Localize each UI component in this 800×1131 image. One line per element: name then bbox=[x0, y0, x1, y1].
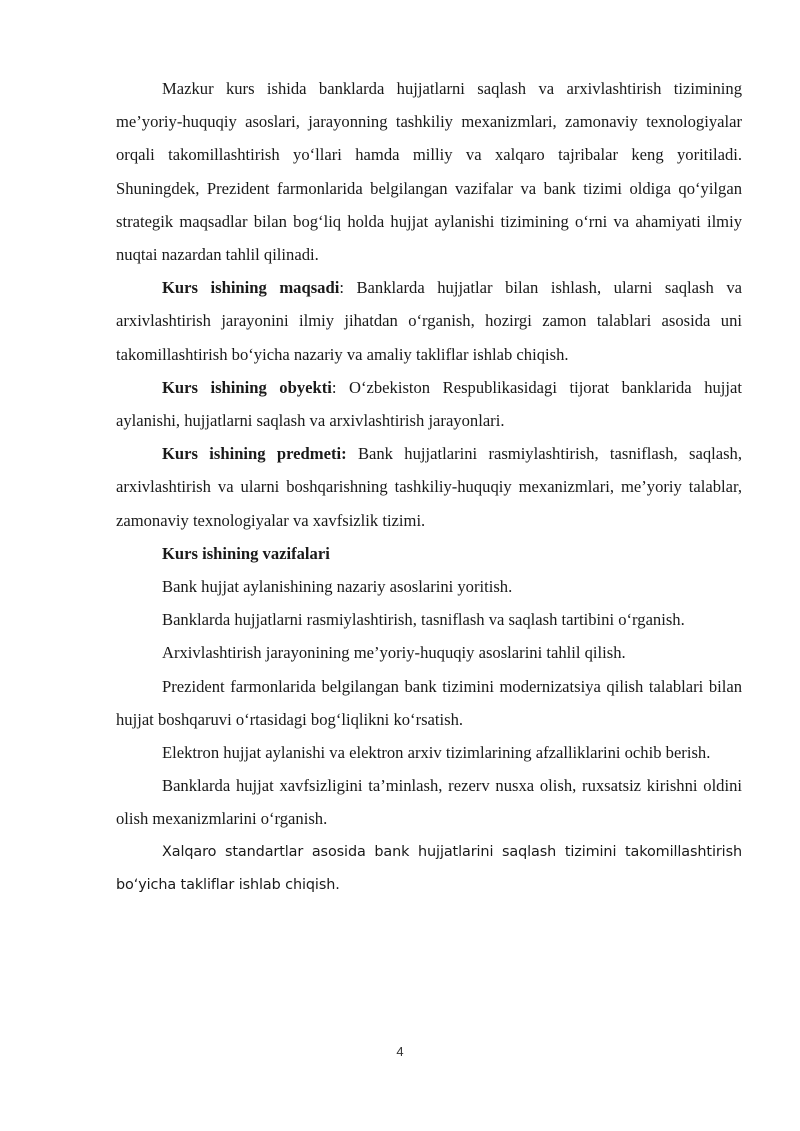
task-item: Banklarda hujjatlarni rasmiylashtirish, tasniflash va saqlash tartibini o‘rganish. bbox=[162, 610, 685, 630]
intro-paragraph: Mazkur kurs ishida banklarda hujjatlarni saqlash va arxivlashtirish tizimining me’yoriy-huquqiy asoslari, jarayonning tashkiliy mexanizmlari, zamonaviy texnologiyalar orqali takomillashtirish yo‘llari hamda milliy va xalqaro tajribalar keng yoritiladi. Shuningdek, Prezident farmonlarida belgilangan vazifalar va bank tizimi oldiga qo‘yilgan strategik maqsadlar bilan bog‘liq holda hujjat aylanishi tizimining o‘rni va ahamiyati ilmiy nuqtai nazardan tahlil qilinadi. bbox=[116, 79, 742, 265]
goal-label: Kurs ishining maqsadi bbox=[162, 278, 340, 298]
task-item: Arxivlashtirish jarayonining me’yoriy-huquqiy asoslarini tahlil qilish. bbox=[162, 643, 626, 663]
task-item: Prezident farmonlarida belgilangan bank tizimini modernizatsiya qilish talablari bilan hujjat boshqaruvi o‘rtasidagi bog‘liqlikni ko‘rsatish. bbox=[116, 676, 742, 729]
page-number: 4 bbox=[396, 1044, 404, 1059]
tasks-heading: Kurs ishining vazifalari bbox=[162, 543, 330, 563]
object-paragraph bbox=[116, 371, 742, 437]
task-item: Xalqaro standartlar asosida bank hujjatlarini saqlash tizimini takomillashtirish bo‘yicha takliflar ishlab chiqish. bbox=[116, 843, 742, 893]
goal-paragraph bbox=[116, 271, 742, 371]
subject-label: Kurs ishining predmeti: bbox=[162, 444, 347, 464]
subject-paragraph bbox=[116, 437, 742, 537]
task-item: Elektron hujjat aylanishi va elektron arxiv tizimlarining afzalliklarini ochib berish. bbox=[162, 743, 711, 763]
task-item: Bank hujjat aylanishining nazariy asoslarini yoritish. bbox=[162, 577, 513, 597]
task-item: Banklarda hujjat xavfsizligini ta’minlash, rezerv nusxa olish, ruxsatsiz kirishni oldini olish mexanizmlarini o‘rganish. bbox=[116, 776, 742, 829]
document-body bbox=[116, 72, 742, 902]
goal-text: : Banklarda hujjatlar bilan ishlash, ularni saqlash va arxivlashtirish jarayonini ilmiy jihatdan o‘rganish, hozirgi zamon talablari asosida uni takomillashtirish bo‘yicha nazariy va amaliy takliflar ishlab chiqish. bbox=[116, 278, 742, 364]
object-text: : O‘zbekiston Respublikasidagi tijorat banklarida hujjat aylanishi, hujjatlarni saqlash va arxivlashtirish jarayonlari. bbox=[116, 377, 742, 431]
object-label: Kurs ishining obyekti bbox=[162, 377, 332, 397]
subject-text: Bank hujjatlarini rasmiylashtirish, tasniflash, saqlash, arxivlashtirish va ularni boshqarishning tashkiliy-huquqiy mexanizmlari, me’yoriy talablar, zamonaviy texnologiyalar va xavfsizlik tizimi. bbox=[116, 444, 742, 530]
